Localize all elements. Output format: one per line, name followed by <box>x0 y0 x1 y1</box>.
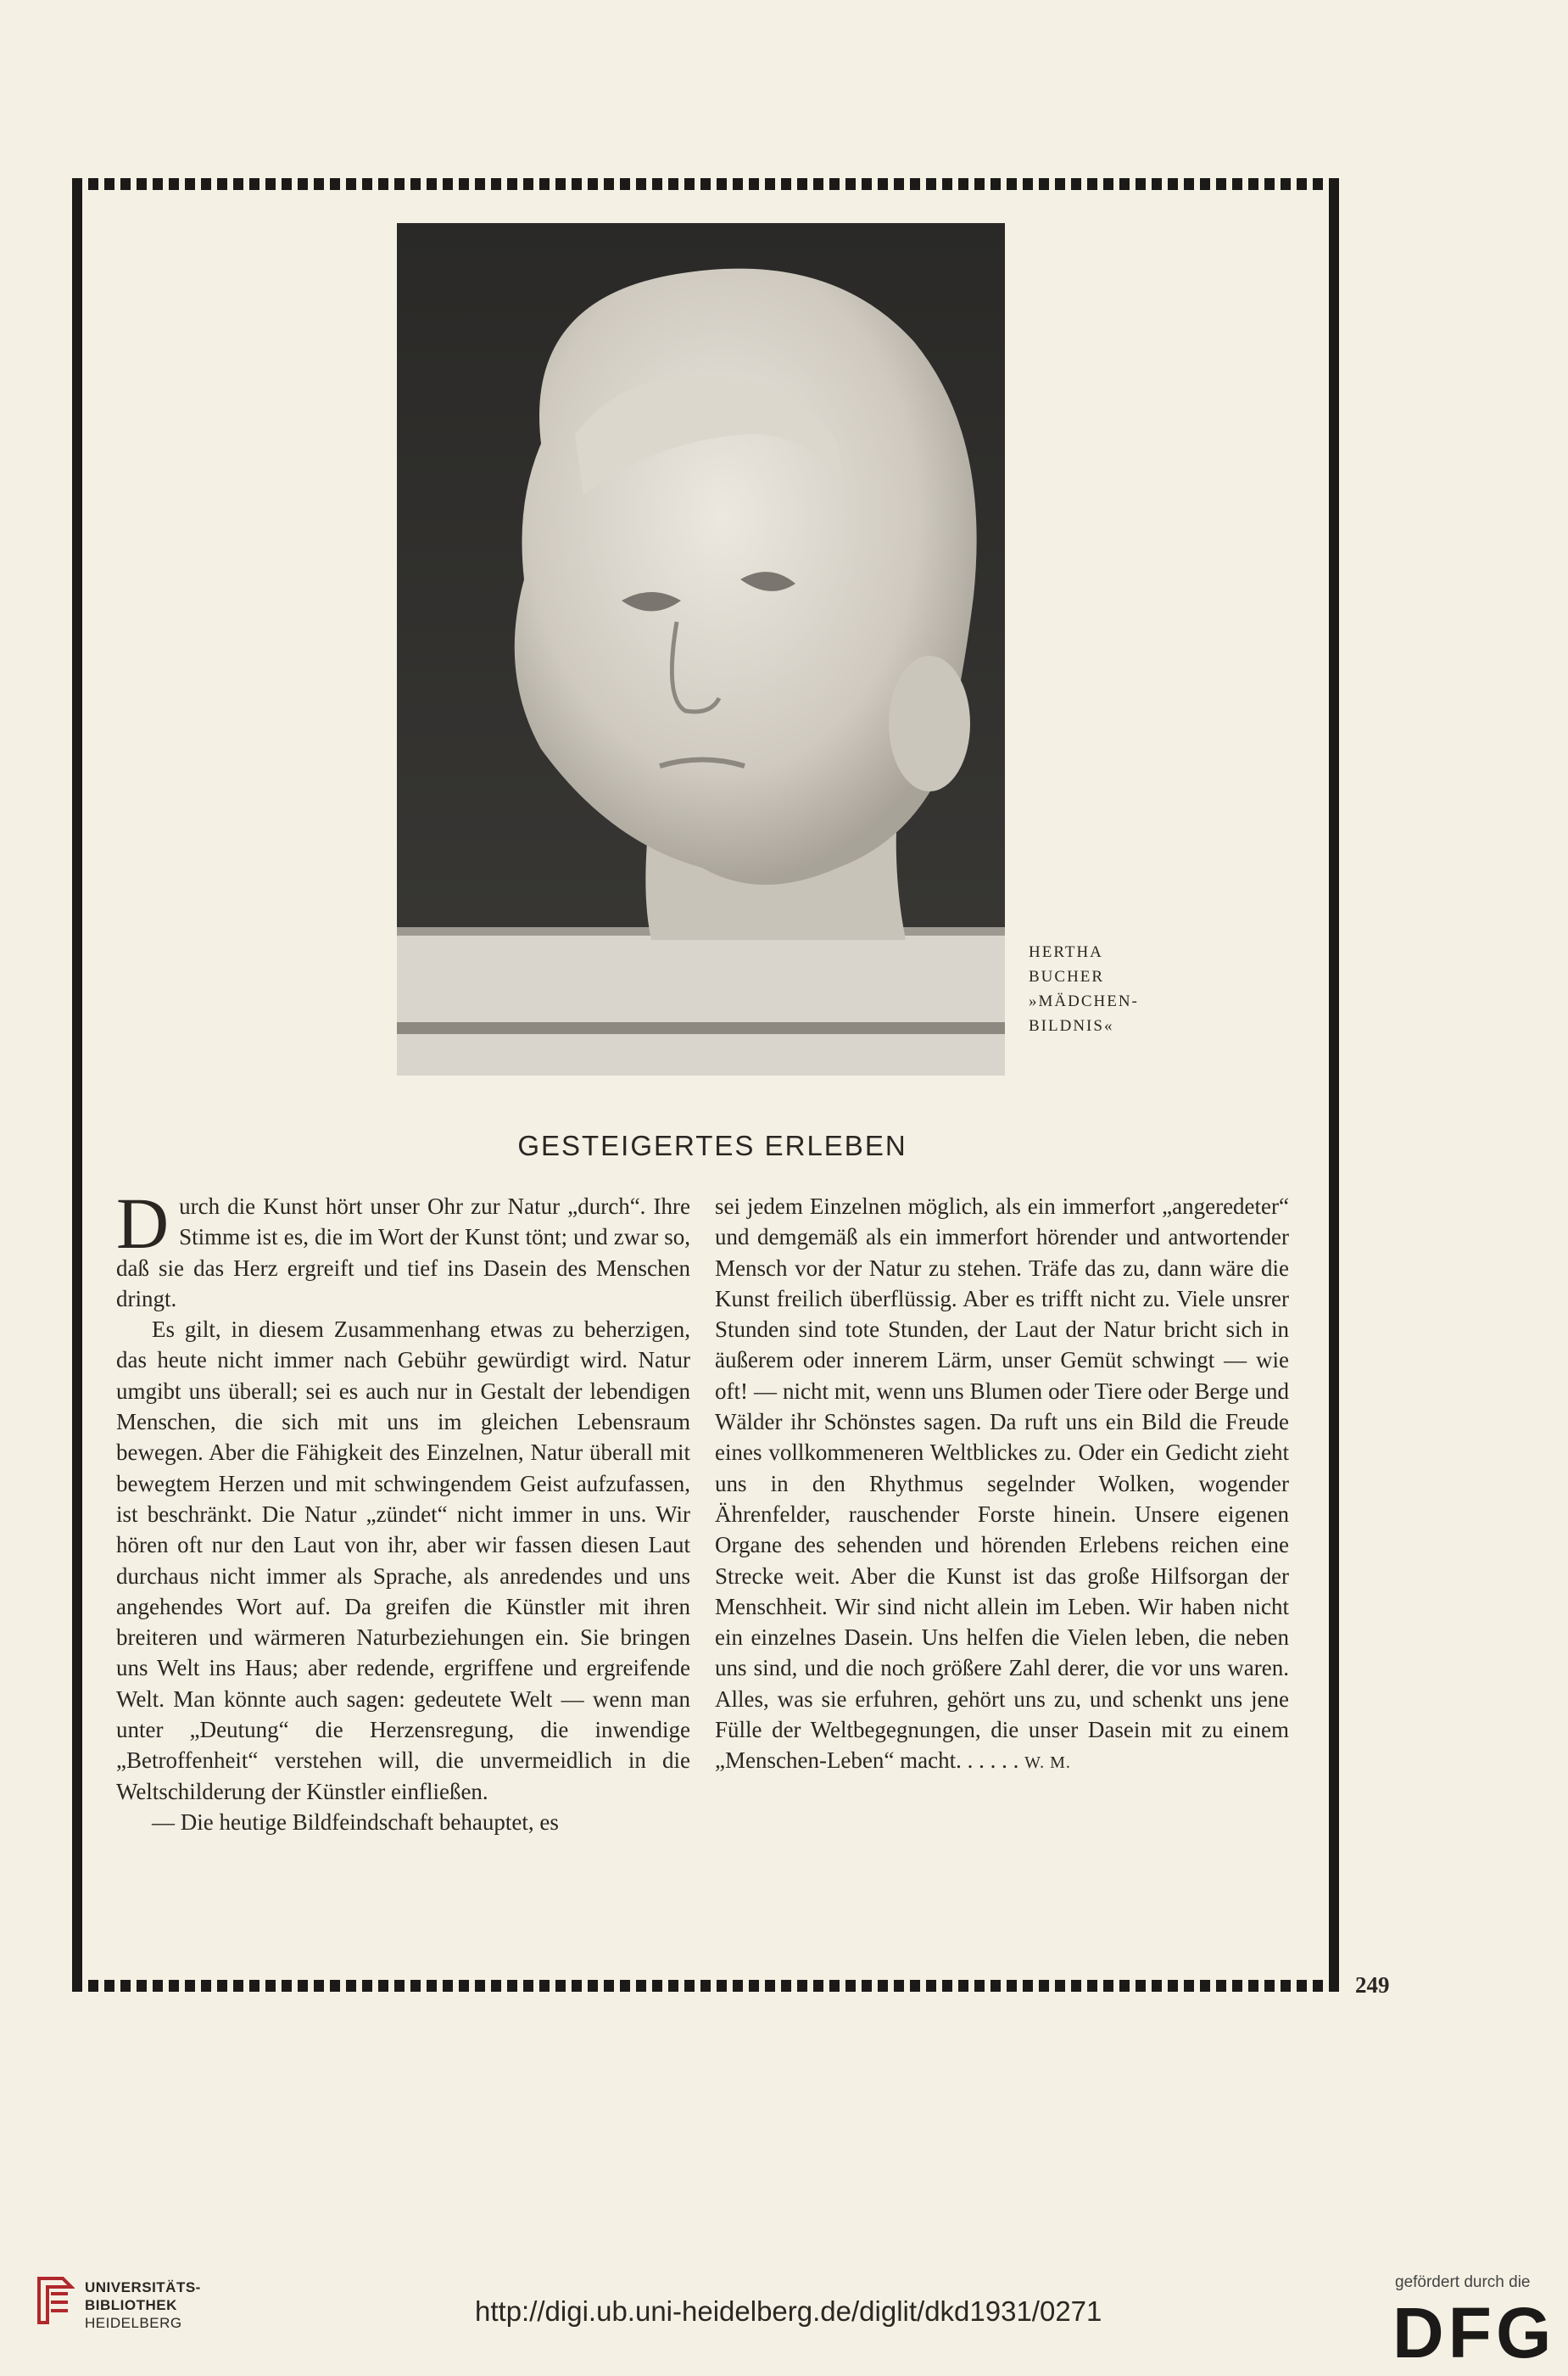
library-name-line: BIBLIOTHEK <box>85 2297 177 2313</box>
caption-line: HERTHA <box>1029 943 1103 961</box>
sculpture-head-image <box>397 223 1005 1076</box>
sponsor-label: gefördert durch die <box>1395 2273 1531 2291</box>
page-number: 249 <box>1355 1972 1390 1998</box>
article-column-left <box>116 1182 690 1837</box>
sculpture-photo <box>397 223 1005 1076</box>
library-name-line: UNIVERSITÄTS- <box>85 2279 201 2295</box>
photo-caption <box>1029 940 1164 1038</box>
caption-line: BILDNIS« <box>1029 1017 1114 1035</box>
article-column-right <box>715 1191 1289 1779</box>
library-name <box>85 2278 201 2332</box>
caption-line: »MÄDCHEN- <box>1029 992 1139 1010</box>
digitization-footer <box>0 2248 1568 2376</box>
paragraph <box>116 1182 690 1314</box>
paragraph: — Die heutige Bildfeindschaft behauptet, es <box>152 1809 559 1835</box>
library-logo-icon <box>34 2275 75 2328</box>
library-name-line: HEIDELBERG <box>85 2315 182 2331</box>
caption-line: BUCHER <box>1029 968 1105 986</box>
drop-cap: D <box>116 1182 170 1264</box>
paragraph: Es gilt, in diesem Zusammenhang etwas zu beherzigen, das heute nicht immer nach Gebühr gewürdigt wird. Natur umgibt uns überall; sei es auch nur in Gestalt der lebendigen Menschen, die sich mit uns im gleichen Lebensraum bewegen. Aber die Fähigkeit des Einzelnen, Natur überall mit bewegtem Herzen und mit schwingendem Geist aufzufassen, ist beschränkt. Die Natur „zündet“ nicht immer in uns. Wir hören oft nur den Laut von ihr, aber wir fassen diesen Laut durchaus nicht immer als Sprache, als anredendes und uns angehendes Wort auf. Da greifen die Künstler mit ihren breiteren und wärmeren Naturbeziehungen ein. Sie bringen uns Welt ins Haus; aber redende, ergriffene und ergreifende Welt. Man könnte auch sagen: gedeutete Welt — wenn man unter „Deutung“ die Herzensregung, die inwendige „Betroffenheit“ verstehen will, die unvermeidlich in die Weltschilderung der Künstler einfließen. <box>116 1317 690 1804</box>
dfg-logo: DFG <box>1392 2293 1556 2373</box>
author-signature: W. M. <box>1024 1753 1071 1773</box>
article-title: GESTEIGERTES ERLEBEN <box>517 1130 907 1161</box>
paragraph-text: sei jedem Einzelnen möglich, als ein immerfort „angeredeter“ und demgemäß als ein immerfort hörender und antwortender Mensch vor der Natur zu stehen. Träfe das zu, dann wäre die Kunst freilich überflüssig. Aber es trifft nicht zu. Viele unsrer Stunden sind tote Stunden, der Laut der Natur bricht sich in äußerem oder innerem Lärm, unser Gemüt schwingt — wie oft! — nicht mit, wenn uns Blumen oder Tiere oder Berge und Wälder ihr Schönstes sagen. Da ruft uns ein Bild die Freude eines vollkommeneren Weltblickes zu. Oder ein Gedicht zieht uns in den Rhythmus segelnder Wolken, wogender Ährenfelder, rauschender Forste hinein. Unsere eigenen Organe des sehenden und hörenden Erlebens reichen eine Strecke weit. Aber die Kunst ist das große Hilfsorgan der Menschheit. Wir sind nicht allein im Leben. Wir haben nicht ein einzelnes Dasein. Uns helfen die Vielen leben, die neben uns sind, und die noch größere Zahl derer, die vor uns waren. Alles, was sie erfuhren, gehört uns zu, und schenkt uns jene Fülle der Weltbegegnungen, die unser Dasein mit zu einem „Menschen-Leben“ macht. . . . . . <box>715 1194 1289 1774</box>
paragraph <box>715 1191 1289 1779</box>
paragraph-text: urch die Kunst hört unser Ohr zur Natur „durch“. Ihre Stimme ist es, die im Wort der Kunst tönt; und zwar so, daß sie das Herz ergreift und tief ins Dasein des Menschen dringt. <box>116 1194 690 1311</box>
source-url-link[interactable]: http://digi.ub.uni-heidelberg.de/diglit/dkd1931/0271 <box>475 2295 1102 2327</box>
